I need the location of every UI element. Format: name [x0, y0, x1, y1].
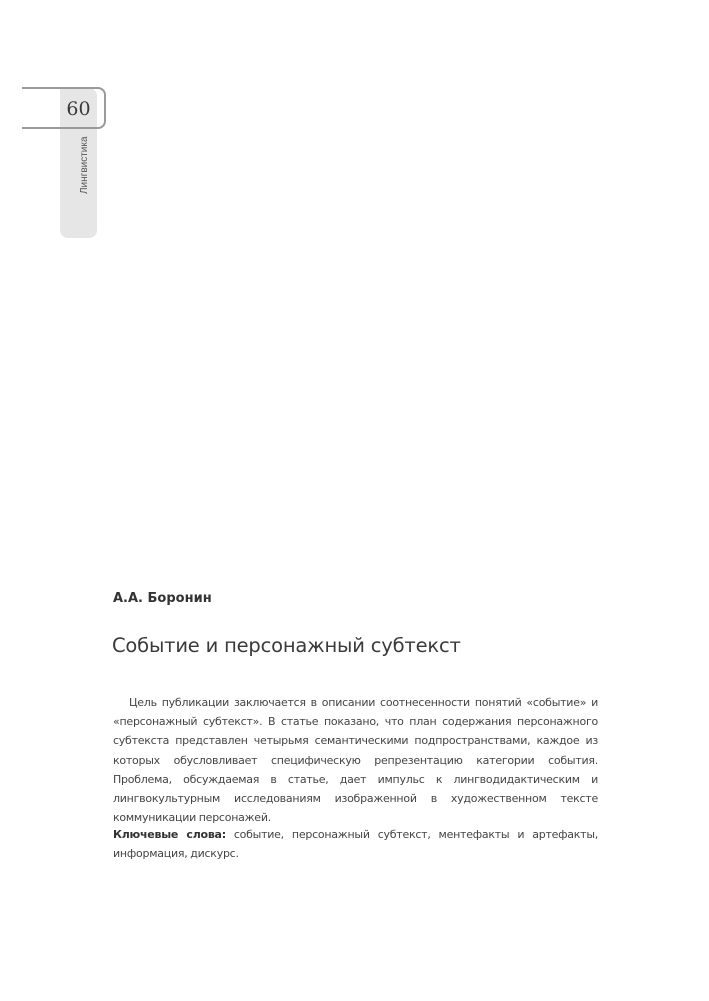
page-number: 60 [66, 98, 91, 120]
article-title: Событие и персонажный субтекст [112, 634, 461, 657]
author-name: А.А. Боронин [113, 591, 212, 606]
keywords-label: Ключевые слова: [113, 828, 226, 841]
section-label: Лингвистика [79, 136, 90, 194]
keywords-paragraph [113, 825, 598, 863]
keywords-list: событие, персонажный субтекст, ментефакты и артефакты, информация, дискурс. [113, 828, 598, 861]
abstract-text: Цель публикации заключается в описании соотнесенности понятий «событие» и «персонажный субтекст». В статье показано, что план содержания персонажного субтекста представлен четырьмя семантическими подпространствами, каждое из которых обусловливает специфическую репрезентацию категории события. Проблема, обсуждаемая в статье, дает импульс к лингводидактическим и лингвокультурным исследованиям изображенной в художественном тексте коммуникации персонажей. [113, 696, 598, 825]
